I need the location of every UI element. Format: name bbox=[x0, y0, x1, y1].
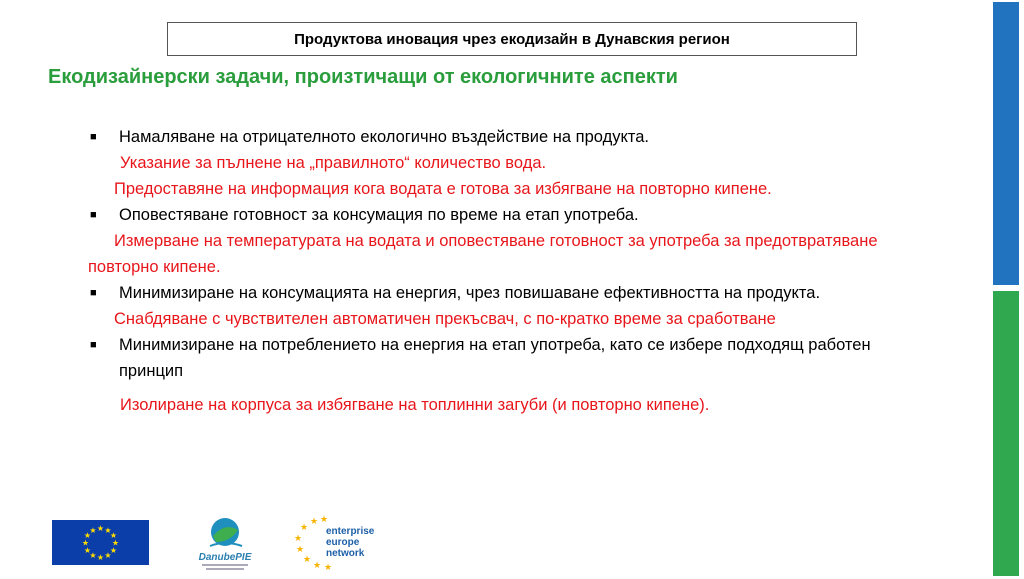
bullet-text: Минимизиране на консумацията на енергия, чрез повишаване ефективността на продукта. bbox=[119, 284, 821, 302]
svg-text:★: ★ bbox=[104, 551, 112, 560]
svg-text:★: ★ bbox=[81, 538, 90, 548]
slide-header-box bbox=[167, 22, 857, 56]
bullet-list bbox=[88, 124, 918, 418]
svg-text:★: ★ bbox=[104, 526, 112, 535]
svg-text:★: ★ bbox=[312, 561, 322, 571]
svg-text:★: ★ bbox=[299, 523, 309, 533]
bullet-marker: ■ bbox=[90, 209, 97, 221]
eu-flag-logo bbox=[52, 520, 149, 565]
svg-text:★: ★ bbox=[309, 517, 319, 527]
bullet-text: Намаляване на отрицателното екологично въздействие на продукта. bbox=[119, 128, 649, 146]
svg-text:★: ★ bbox=[295, 545, 305, 555]
svg-text:★: ★ bbox=[111, 538, 120, 548]
svg-text:★: ★ bbox=[96, 524, 105, 533]
danube-globe-icon bbox=[180, 512, 270, 574]
bullet-note: Предоставяне на информация кога водата е готова за избягване на повторно кипене. bbox=[114, 180, 772, 198]
een-stars-icon bbox=[290, 512, 380, 572]
decorative-bar-blue bbox=[993, 2, 1019, 285]
een-logo bbox=[290, 512, 380, 572]
svg-text:★: ★ bbox=[96, 553, 105, 562]
bullet-text: Минимизиране на потреблението на енергия на етап употреба, като се избере подходящ работен принцип bbox=[119, 336, 871, 380]
bullet-marker: ■ bbox=[90, 131, 97, 143]
bullet-note: Изолиране на корпуса за избягване на топлинни загуби (и повторно кипене). bbox=[120, 396, 710, 414]
svg-text:★: ★ bbox=[89, 526, 97, 535]
een-line-2: europe bbox=[326, 537, 360, 548]
bullet-marker: ■ bbox=[90, 287, 97, 299]
slide-header-title: Продуктова иновация чрез екодизайн в Дунавския регион bbox=[294, 30, 730, 48]
svg-text:★: ★ bbox=[109, 531, 118, 540]
bullet-note: Указание за пълнене на „правилното“ количество вода. bbox=[120, 154, 547, 172]
svg-text:★: ★ bbox=[109, 546, 118, 555]
svg-text:★: ★ bbox=[83, 531, 92, 540]
svg-text:★: ★ bbox=[89, 551, 97, 560]
danube-logo-text: DanubePIE bbox=[198, 552, 252, 563]
bullet-marker: ■ bbox=[90, 339, 97, 351]
slide-subtitle: Екодизайнерски задачи, произтичащи от екологичните аспекти bbox=[48, 66, 678, 88]
bullet-note: Измерване на температурата на водата и оповестяване готовност за употреба за предотвратяване повторно кипене. bbox=[88, 232, 878, 276]
bullet-text: Оповестяване готовност за консумация по време на етап употреба. bbox=[119, 206, 639, 224]
eu-stars-icon bbox=[52, 520, 149, 565]
danubepie-logo bbox=[180, 512, 270, 574]
svg-text:★: ★ bbox=[302, 555, 312, 565]
bullet-note: Снабдяване с чувствителен автоматичен прекъсвач, с по-кратко време за сработване bbox=[114, 310, 776, 328]
een-line-3: network bbox=[326, 548, 365, 559]
bullet-item bbox=[88, 280, 918, 306]
svg-text:★: ★ bbox=[83, 546, 92, 555]
decorative-bar-green bbox=[993, 291, 1019, 576]
bullet-item bbox=[88, 124, 918, 150]
svg-text:★: ★ bbox=[323, 563, 333, 572]
bullet-item bbox=[88, 332, 918, 384]
een-line-1: enterprise bbox=[326, 526, 375, 537]
bullet-item bbox=[88, 202, 918, 228]
svg-text:★: ★ bbox=[293, 534, 303, 544]
svg-text:★: ★ bbox=[319, 515, 329, 525]
